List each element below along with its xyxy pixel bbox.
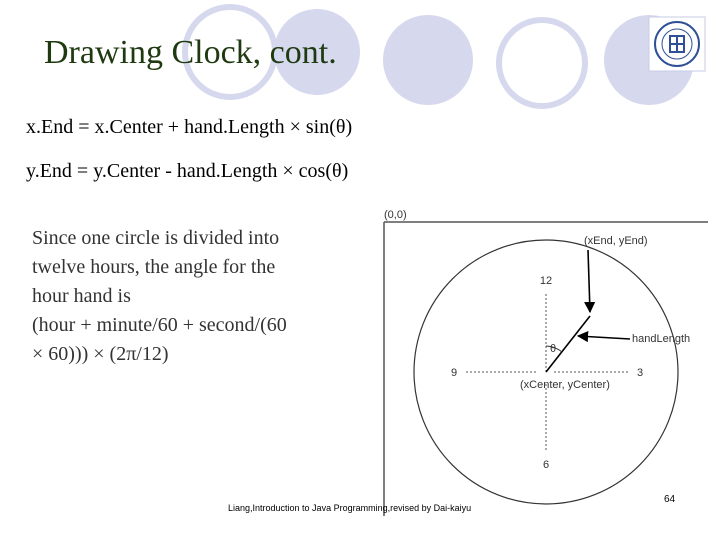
hand-length-arrow [578,336,630,339]
hand-length-label: handLength [632,333,691,345]
explanation-line: hour hand is [32,285,131,307]
decor-circle [383,15,473,105]
hour-6-label: 6 [542,459,550,471]
origin-label: (0,0) [384,209,407,221]
hour-9-label: 9 [450,367,458,379]
explanation-line: Since one circle is divided into [32,227,280,249]
explanation-line: (hour + minute/60 + second/(60 [32,314,287,336]
angle-explanation [32,224,372,369]
page-number: 64 [664,494,676,505]
slide-title: Drawing Clock, cont. [44,34,337,71]
formula-y-end: y.End = y.Center - hand.Length × cos(θ) [26,160,349,182]
hour-12-label: 12 [539,275,553,287]
university-logo [648,16,706,72]
formula-x-end: x.End = x.Center + hand.Length × sin(θ) [26,116,353,138]
explanation-line: × 60))) × (2π/12) [32,343,169,365]
center-label: (xCenter, yCenter) [520,379,610,391]
end-point-arrow [588,250,590,312]
theta-label: θ [550,343,557,355]
decor-circle-outline [499,20,585,106]
slide-footer: Liang,Introduction to Java Programming,revised by Dai-kaiyu [228,503,472,513]
hour-3-label: 3 [636,367,644,379]
clock-diagram [378,206,708,516]
explanation-line: twelve hours, the angle for the [32,256,276,278]
end-point-label: (xEnd, yEnd) [584,235,648,247]
